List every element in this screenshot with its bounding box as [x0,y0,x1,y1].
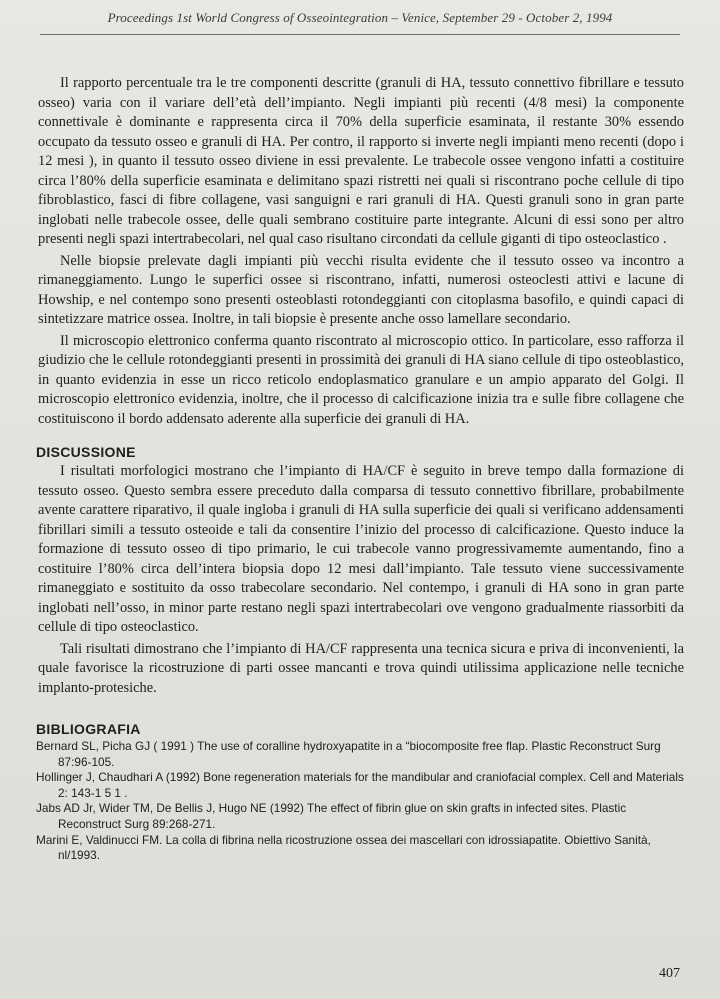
discussion-paragraph: Tali risultati dimostrano che l’impianto di HA/CF rappresenta una tecnica sicura e priva di inconvenienti, la quale favorisce la ricostruzione di parti ossee mancanti e trova quindi utilissima applicazione nelle tecniche implanto-protesiche. [38,640,684,696]
page-content [38,74,684,864]
reference-list [38,739,684,864]
running-header: Proceedings 1st World Congress of Osseointegration – Venice, September 29 - October 2, 1994 [107,10,613,25]
body-paragraph: Il rapporto percentuale tra le tre componenti descritte (granuli di HA, tessuto connettivo fibrillare e tessuto osseo) varia con il variare dell’età dell’impianto. Negli impianti più recenti (4/8 mesi) la componente connettivale è dominante e rappresenta circa il 70% della superficie esaminata, il restante 30% essendo occupato da tessuto osseo e granuli di HA. Per contro, il rapporto si inverte negli impianti meno recenti (dopo i 12 mesi ), in quanto il tessuto osseo diviene in essi prevalente. Le trabecole ossee vengono infatti a costituire circa l’80% della superficie esaminata e delimitano spazi ristretti nei quali si riscontrano poche cellule di tipo fibroblastico, fasci di fibre collagene, vasi sanguigni e rari granuli di HA. Questi granuli sono in gran parte inglobati nelle trabecole ossee, delle quali sembrano costituire parte integrante. Alcuni di essi sono per altro presenti negli spazi intertrabecolari, nel qual caso risultano circondati da cellule giganti di tipo osteoclastico . [38,75,684,247]
body-paragraph: Il microscopio elettronico conferma quanto riscontrato al microscopio ottico. In particolare, esso rafforza il giudizio che le cellule rotondeggianti presenti in prossimità dei granuli di HA siano cellule di tipo osteoblastico, in quanto evidenzia in esse un ricco reticolo endoplasmatico granulare e un ampio apparato del Golgi. Il microscopio elettronico evidenzia, inoltre, che il processo di calcificazione inizia tra e sulle fibre collagene che costituiscono il bordo addensato aderente alla superficie dei granuli di HA. [38,332,684,427]
section-heading-discussion: DISCUSSIONE [36,444,136,460]
body-paragraph: Nelle biopsie prelevate dagli impianti più vecchi risulta evidente che il tessuto osseo va incontro a rimaneggiamento. Lungo le superfici ossee si riscontrano, infatti, numerosi osteoclesti attivi e lacune di Howship, e nel contempo sono presenti osteoblasti rotondeggianti con citoplasma basofilo, e quindi capaci di sintetizzare matrice ossea. Inoltre, in tali biopsie è presente anche osso lamellare secondario. [38,252,684,327]
header-rule [40,34,680,35]
reference-item: Bernard SL, Picha GJ ( 1991 ) The use of coralline hydroxyapatite in a “biocomposite free flap. Plastic Reconstruct Surg 87:96-105. [36,739,661,769]
discussion-paragraph: I risultati morfologici mostrano che l’impianto di HA/CF è seguito in breve tempo dalla formazione di tessuto osseo. Questo sembra essere preceduto dalla comparsa di tessuto connettivo fibrillare, probabilmente avente carattere riparativo, il quale ingloba i granuli di HA sulla superficie dei quali si verificano addensamenti fibrillari simili a tessuto osteoide e tali da consentire l’inizio del processo di calcificazione. Questo induce la formazione di tessuto osseo di tipo primario, le cui trabecole vanno progressivamemte aumentando, fino a costituire l’80% circa dell’intera biopsia dopo 12 mesi dall’impianto. Tale tessuto viene successivamente rimaneggiato e sostituito da osso trabecolare secondario. Nel contempo, i granuli di HA sono in gran parte inglobati nell’osso, in minor parte restano negli spazi intertrabecolari ove vengono gradualmente riassorbiti da cellule di tipo osteoclastico. [38,463,684,635]
reference-item: Jabs AD Jr, Wider TM, De Bellis J, Hugo NE (1992) The effect of fibrin glue on skin grafts in infected sites. Plastic Reconstruct Surg 89:268-271. [36,801,627,831]
reference-item: Hollinger J, Chaudhari A (1992) Bone regeneration materials for the mandibular and craniofacial complex. Cell and Materials 2: 143-1 5 1 . [36,770,684,800]
reference-item: Marini E, Valdinucci FM. La colla di fibrina nella ricostruzione ossea dei mascellari con idrossiapatite. Obiettivo Sanità, nl/1993. [36,832,651,863]
page-number: 407 [659,966,680,981]
section-heading-bibliography: BIBLIOGRAFIA [36,721,141,737]
